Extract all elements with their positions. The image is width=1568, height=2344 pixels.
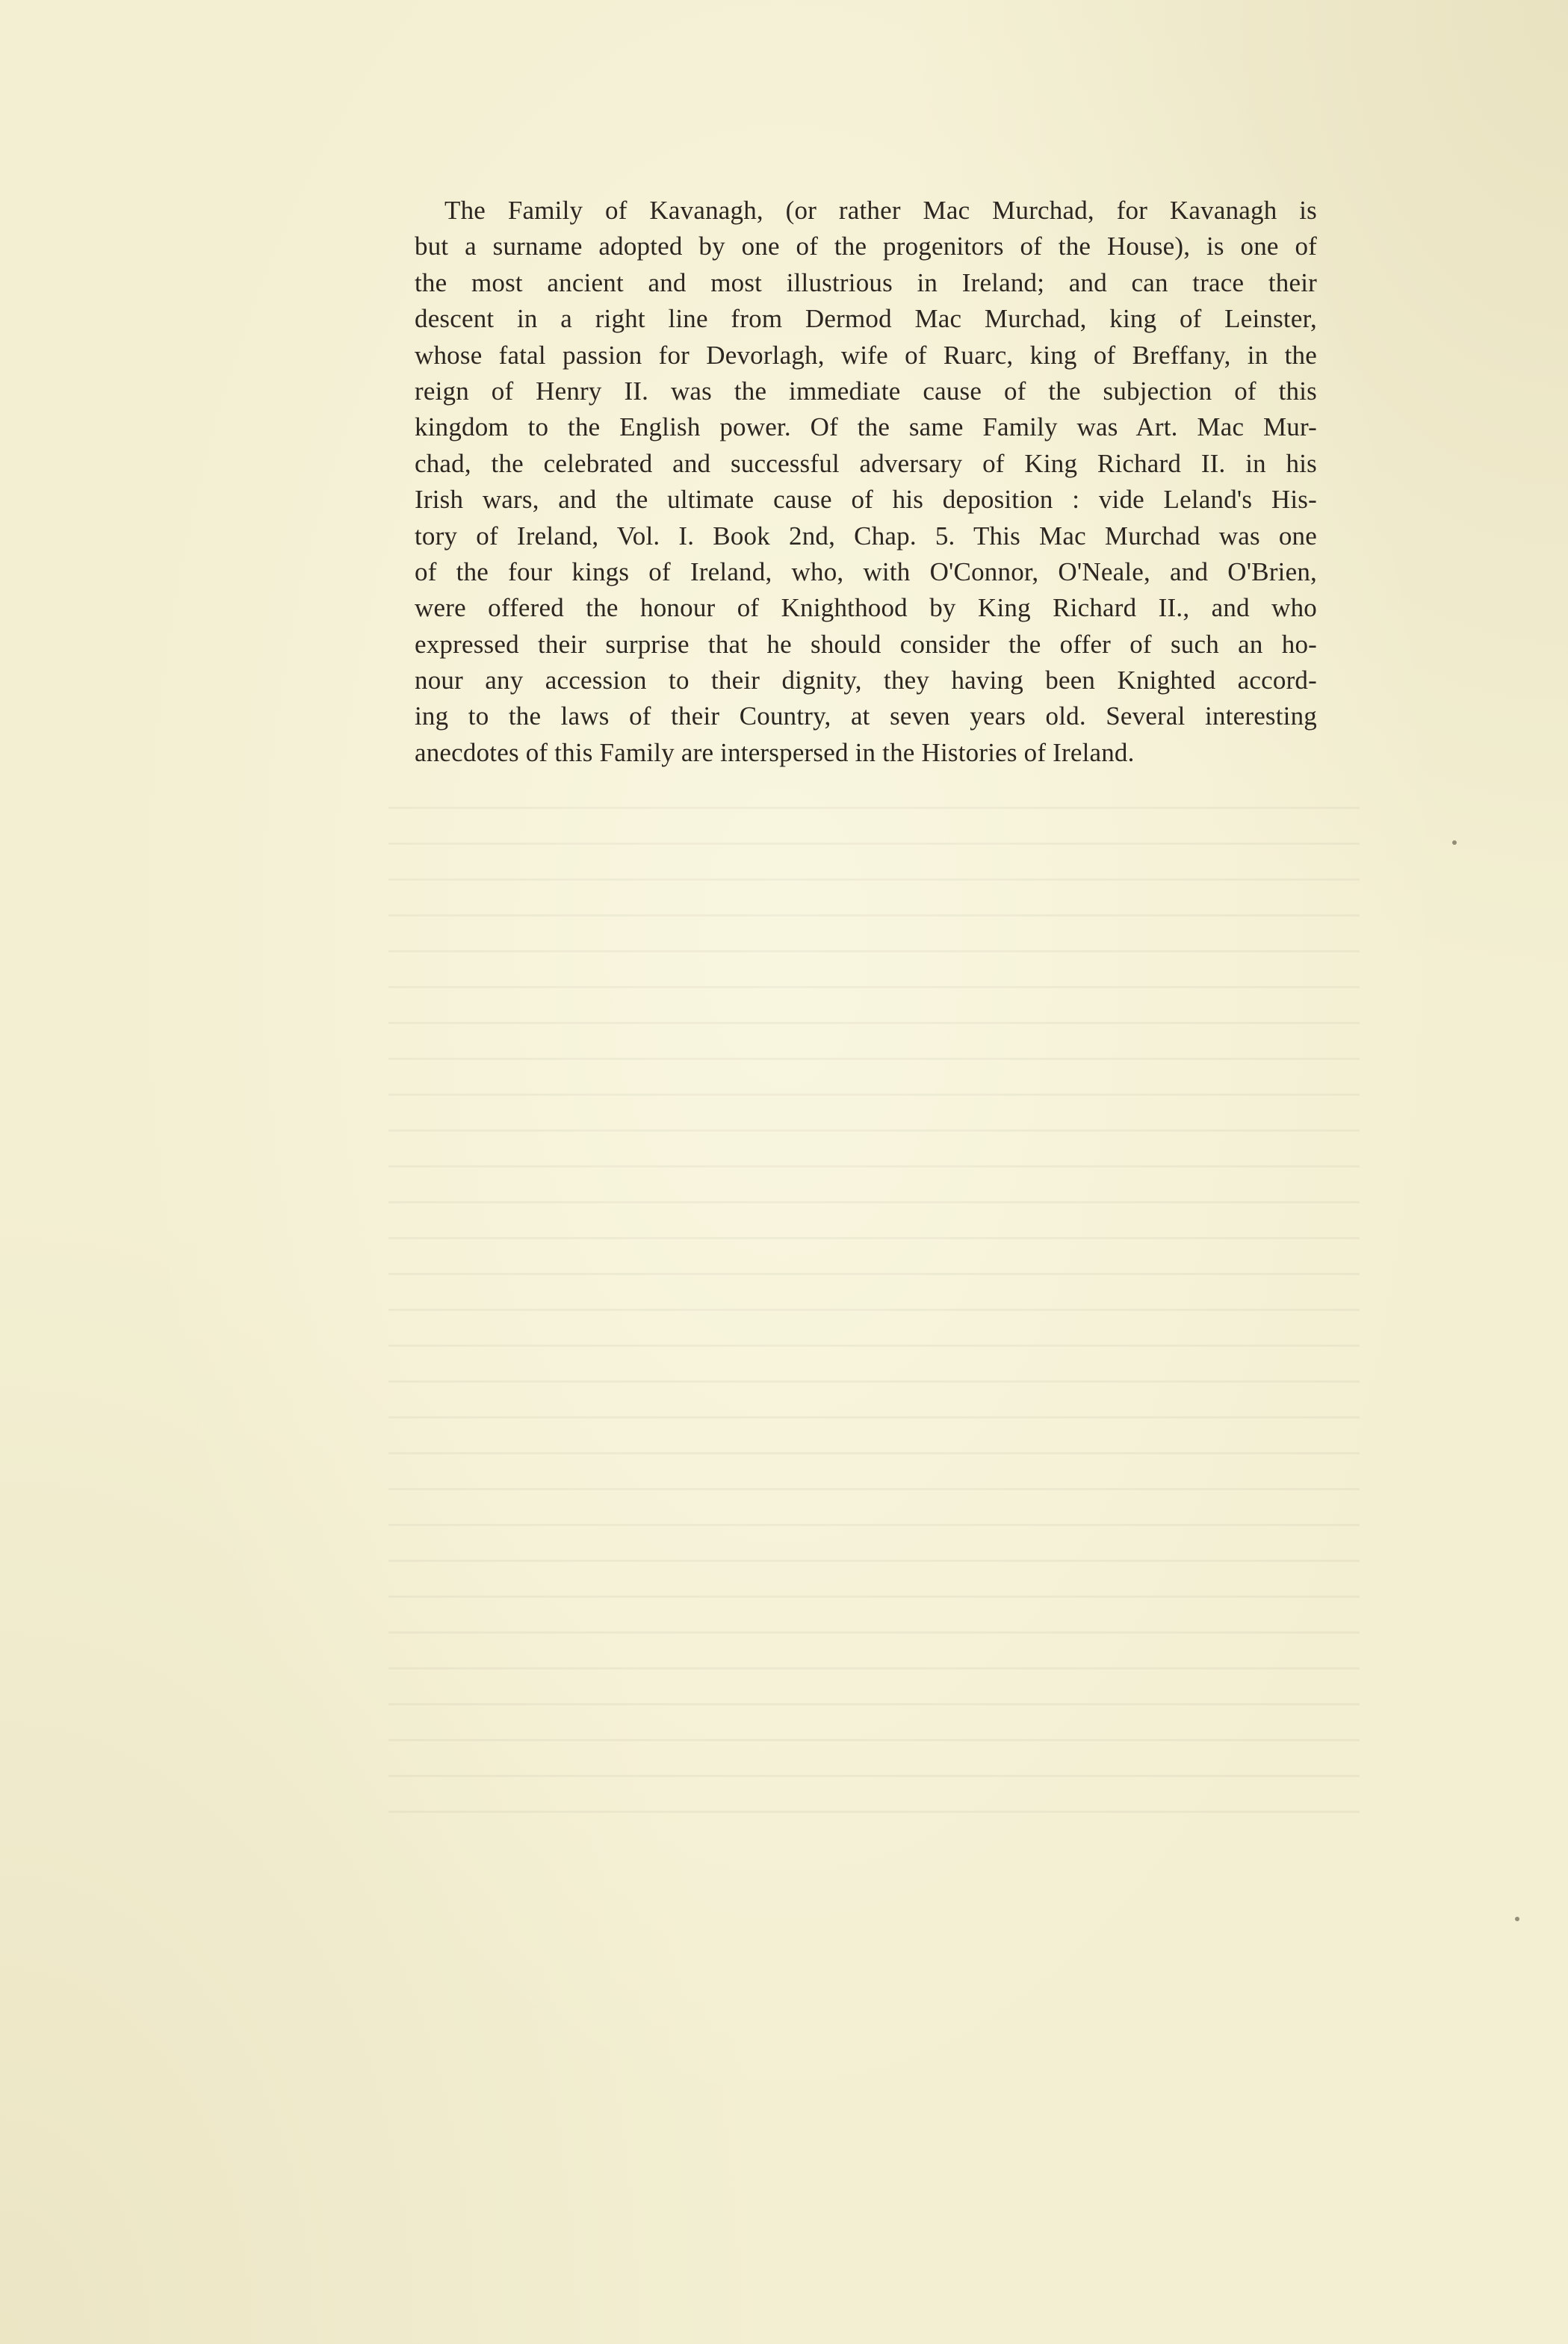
paragraph-line: were offered the honour of Knighthood by King Richard II., and who	[415, 593, 1317, 623]
body-paragraph	[415, 193, 1317, 771]
paragraph-line: whose fatal passion for Devorlagh, wife of Ruarc, king of Breffany, in the	[415, 340, 1317, 370]
paragraph-line: The Family of Kavanagh, (or rather Mac Murchad, for Kavanagh is	[444, 196, 1317, 225]
paragraph-line: anecdotes of this Family are interspersed in the Histories of Ireland.	[415, 737, 1135, 767]
paper-speck	[1515, 1917, 1519, 1921]
paragraph-line: descent in a right line from Dermod Mac Murchad, king of Leinster,	[415, 304, 1317, 334]
paragraph-line: expressed their surprise that he should consider the offer of such an ho-	[415, 629, 1317, 659]
paragraph-line: chad, the celebrated and successful adversary of King Richard II. in his	[415, 448, 1317, 478]
paragraph-line: nour any accession to their dignity, they having been Knighted accord-	[415, 666, 1317, 695]
paragraph-line: reign of Henry II. was the immediate cause of the subjection of this	[415, 376, 1317, 406]
paragraph-line: but a surname adopted by one of the progenitors of the House), is one of	[415, 232, 1317, 261]
paragraph-line: Irish wars, and the ultimate cause of his deposition : vide Leland's His-	[415, 485, 1317, 515]
show-through-text	[388, 807, 1360, 1838]
paragraph-line: the most ancient and most illustrious in Ireland; and can trace their	[415, 267, 1317, 297]
paragraph-line: of the four kings of Ireland, who, with O'Connor, O'Neale, and O'Brien,	[415, 556, 1317, 586]
paper-speck	[1452, 840, 1457, 845]
paragraph-line: ing to the laws of their Country, at seven years old. Several interesting	[415, 701, 1317, 731]
paragraph-line: kingdom to the English power. Of the same Family was Art. Mac Mur-	[415, 412, 1317, 442]
paragraph-line: tory of Ireland, Vol. I. Book 2nd, Chap. 5. This Mac Murchad was one	[415, 521, 1317, 551]
